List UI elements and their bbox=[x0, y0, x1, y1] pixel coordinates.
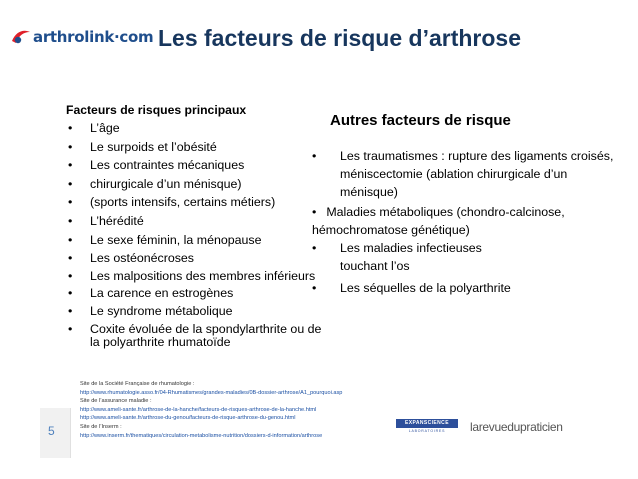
list-item bbox=[312, 239, 617, 275]
bullet: • bbox=[312, 205, 317, 219]
list-item-text: Les maladies infectieuses touchant l’os bbox=[340, 241, 482, 273]
list-item-text: Le sexe féminin, la ménopause bbox=[90, 232, 262, 247]
logo-text-main: arthrolink bbox=[33, 28, 115, 46]
bullet: • bbox=[68, 158, 73, 173]
reference-label: Site de la Société Française de rhumatologie : bbox=[80, 381, 195, 387]
page-title: Les facteurs de risque d’arthrose bbox=[158, 25, 522, 51]
bullet: • bbox=[68, 304, 73, 319]
main-risk-factors bbox=[66, 103, 326, 352]
list-item bbox=[66, 214, 326, 229]
list-item-text: Les malpositions des membres inférieurs bbox=[90, 268, 316, 283]
list-item bbox=[66, 286, 326, 301]
logo-text bbox=[33, 28, 153, 46]
bullet: • bbox=[68, 322, 73, 337]
bullet: • bbox=[68, 268, 73, 283]
list-item-text: Le surpoids et l’obésité bbox=[90, 139, 217, 154]
bullet: • bbox=[68, 285, 73, 300]
other-risk-factors-heading: Autres facteurs de risque bbox=[330, 112, 511, 129]
list-item-text: Le syndrome métabolique bbox=[90, 304, 233, 319]
list-item-text: Les traumatismes : rupture des ligaments croisés, méniscectomie (ablation chirurgicale d’un ménisque) bbox=[340, 149, 614, 199]
arthrolink-logo[interactable] bbox=[10, 26, 153, 48]
other-risk-factors bbox=[312, 112, 617, 297]
list-item-text: L’âge bbox=[90, 121, 120, 135]
bullet: • bbox=[68, 121, 73, 135]
reference-label: Site de l’assurance maladie : bbox=[80, 398, 152, 405]
bullet: • bbox=[68, 139, 73, 154]
list-item-text: Coxite évoluée de la spondylarthrite ou de la polyarthrite rhumatoïde bbox=[90, 322, 322, 349]
reference-link[interactable]: http://www.rhumatologie.asso.fr/04-Rhumatismes/grandes-maladies/0B-dossier-arthrose/A1_pourquoi.asp bbox=[80, 389, 343, 396]
bullet: • bbox=[68, 232, 73, 247]
list-item-text: Les contraintes mécaniques bbox=[90, 158, 245, 173]
bullet: • bbox=[312, 241, 317, 255]
list-item bbox=[312, 279, 617, 297]
bullet: • bbox=[68, 176, 73, 191]
list-item bbox=[66, 251, 326, 266]
list-item-text: chirurgicale d’un ménisque) bbox=[90, 176, 242, 191]
list-item bbox=[66, 195, 326, 210]
bullet: • bbox=[68, 251, 73, 266]
list-item bbox=[66, 270, 326, 283]
bullet: • bbox=[68, 195, 73, 210]
bullet: • bbox=[68, 213, 73, 228]
list-item bbox=[66, 121, 326, 136]
reference-link[interactable]: http://www.ameli-sante.fr/arthrose-du-genou/facteurs-de-risque-arthrose-du-genou.html bbox=[80, 415, 296, 422]
main-risk-factors-heading: Facteurs de risques principaux bbox=[66, 103, 247, 117]
list-item bbox=[66, 177, 326, 192]
list-item-text: La carence en estrogènes bbox=[90, 285, 234, 300]
revue-du-praticien-logo: larevuedupraticien bbox=[470, 420, 563, 434]
list-item-text: Les ostéonécroses bbox=[90, 251, 195, 266]
list-item bbox=[66, 323, 326, 348]
page-number-panel bbox=[40, 408, 71, 458]
bullet: • bbox=[312, 149, 317, 163]
list-item bbox=[66, 158, 326, 173]
reference-label: Site de l’Inserm : bbox=[80, 423, 122, 430]
page-number: 5 bbox=[48, 424, 55, 438]
list-item bbox=[312, 147, 617, 201]
logo-text-dot: ·com bbox=[114, 28, 154, 46]
expanscience-sub: LABORATOIRES bbox=[408, 429, 446, 433]
list-item-text: L’hérédité bbox=[90, 213, 144, 228]
list-item-text: Les séquelles de la polyarthrite bbox=[340, 281, 511, 295]
expanscience-name: EXPANSCIENCE bbox=[396, 419, 458, 428]
reference-link[interactable]: http://www.ameli-sante.fr/arthrose-de-la-hanche/facteurs-de-risques-arthrose-de-la-hanche.html bbox=[80, 406, 317, 413]
list-item-text: Maladies métaboliques (chondro-calcinose, hémochromatose génétique) bbox=[312, 205, 565, 237]
list-item bbox=[66, 233, 326, 248]
expanscience-logo bbox=[396, 419, 458, 435]
list-item-text: (sports intensifs, certains métiers) bbox=[90, 195, 276, 210]
main-risk-factors-list bbox=[66, 121, 326, 348]
list-item bbox=[312, 203, 617, 239]
arthrolink-swoosh-icon bbox=[10, 27, 32, 47]
bullet: • bbox=[312, 281, 317, 295]
list-item bbox=[66, 304, 326, 319]
list-item bbox=[66, 140, 326, 155]
reference-link[interactable]: http://www.inserm.fr/thematiques/circulation-metabolisme-nutrition/dossiers-d-information/arthrose bbox=[80, 432, 323, 439]
